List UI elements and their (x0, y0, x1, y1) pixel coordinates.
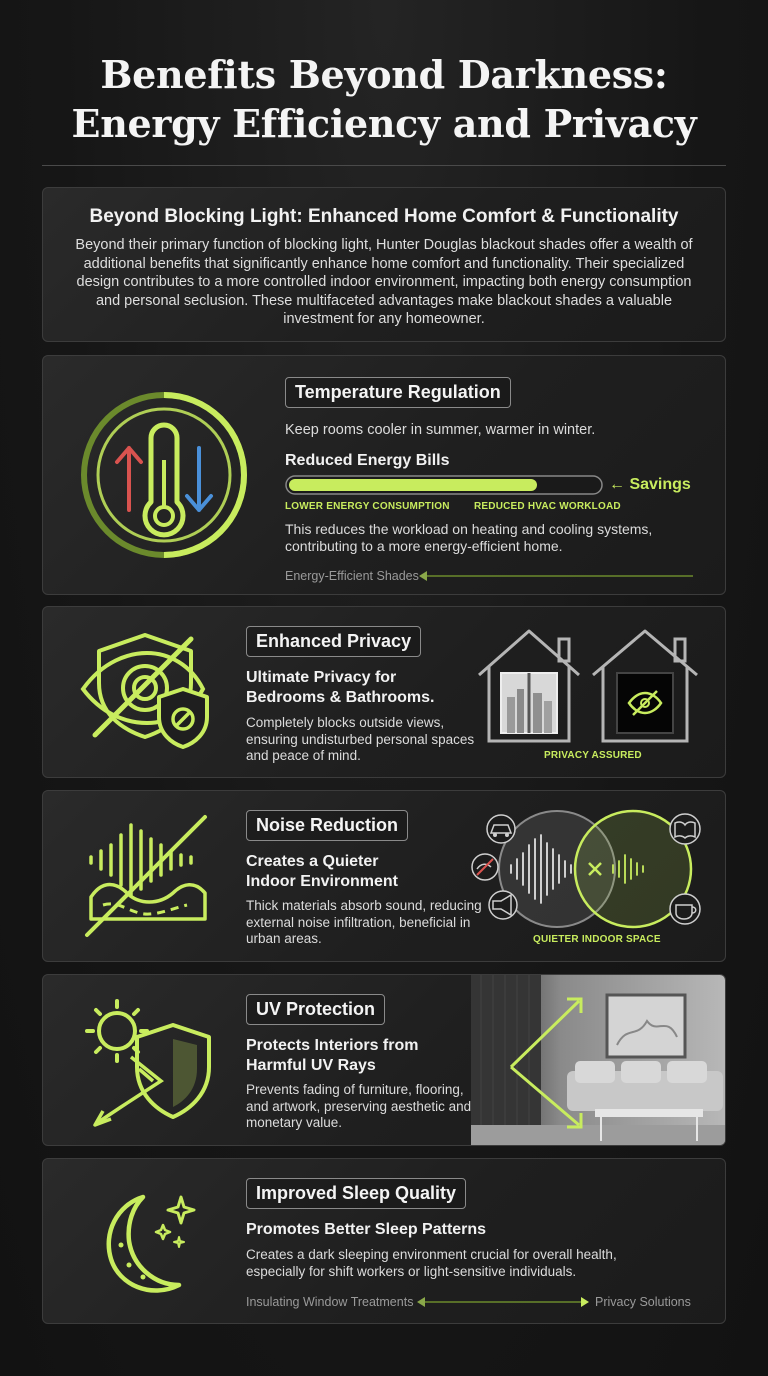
privacy-title: Enhanced Privacy (246, 626, 421, 657)
temperature-tagline: Keep rooms cooler in summer, warmer in winter. (285, 422, 596, 438)
privacy-card (42, 606, 726, 778)
temperature-card (42, 355, 726, 595)
uv-sub-line1: Protects Interiors from (246, 1037, 419, 1054)
title-divider (42, 165, 726, 166)
privacy-body: Completely blocks outside views, ensuring undisturbed personal spaces and peace of mind. (246, 715, 475, 763)
energy-savings-bar (285, 474, 605, 496)
moon-stars-icon (99, 1189, 199, 1299)
footer-arrow-line (417, 570, 695, 582)
intro-body: Beyond their primary function of blocking light, Hunter Douglas blackout shades offer a wealth of additional benefits that significantly enhance home comfort and functionality. Their specialized design contributes to a more controlled indoor environment, impacting both energy consumption and personal seclusion. These multifaceted advantages make blackout shades a valuable investment for any homeowner. (75, 237, 693, 327)
sleep-body: Creates a dark sleeping environment crucial for overall health, especially for shift workers or light-sensitive individuals. (246, 1247, 617, 1279)
intro-heading: Beyond Blocking Light: Enhanced Home Comfort & Functionality (89, 206, 679, 227)
noise-title: Noise Reduction (246, 810, 408, 841)
sleep-sub: Promotes Better Sleep Patterns (246, 1221, 487, 1238)
page-title-line2: Energy Efficiency and Privacy (71, 101, 697, 146)
temperature-footer: Energy-Efficient Shades (285, 569, 419, 583)
footer-double-arrow (415, 1296, 591, 1308)
sleep-title: Improved Sleep Quality (246, 1178, 466, 1209)
thermometer-icon (79, 390, 249, 560)
noise-sub (246, 852, 398, 892)
privacy-sub-line2: Bedrooms & Bathrooms. (246, 689, 435, 706)
house-blackout-illustration (589, 627, 701, 745)
noise-venn-illustration (463, 805, 703, 935)
uv-sub-line2: Harmful UV Rays (246, 1057, 376, 1074)
coffee-cup-icon (670, 894, 700, 924)
muted-bird-icon (472, 854, 498, 880)
house-window-illustration (475, 627, 583, 745)
horn-icon (489, 891, 517, 919)
living-room-photo (471, 975, 726, 1146)
privacy-caption: PRIVACY ASSURED (544, 750, 642, 761)
noise-body: Thick materials absorb sound, reducing external noise infiltration, beneficial in urban areas. (246, 898, 482, 946)
noise-card (42, 790, 726, 962)
uv-title: UV Protection (246, 994, 385, 1025)
car-icon (487, 815, 515, 843)
temperature-title: Temperature Regulation (285, 377, 511, 408)
sleep-footer-right: Privacy Solutions (595, 1295, 691, 1309)
bar-left-label: LOWER ENERGY CONSUMPTION (285, 501, 450, 512)
intro-card (42, 187, 726, 342)
temperature-sub: Reduced Energy Bills (285, 452, 450, 469)
noise-sub-line1: Creates a Quieter (246, 853, 379, 870)
privacy-sub (246, 668, 434, 708)
noise-caption: QUIETER INDOOR SPACE (533, 934, 661, 945)
savings-label: ← Savings (609, 476, 691, 493)
temperature-body: This reduces the workload on heating and cooling systems, contributing to a more energy-efficient home. (285, 521, 653, 554)
uv-sub (246, 1036, 418, 1076)
sun-shield-icon (81, 997, 215, 1125)
uv-body: Prevents fading of furniture, flooring, and artwork, preserving aesthetic and monetary value. (246, 1082, 472, 1130)
page-title-line1: Benefits Beyond Darkness: (100, 52, 668, 97)
privacy-sub-line1: Ultimate Privacy for (246, 669, 397, 686)
page-title (0, 50, 768, 148)
book-icon (670, 814, 700, 844)
uv-card (42, 974, 726, 1146)
eye-slash-shield-icon (79, 631, 219, 756)
sleep-footer-left: Insulating Window Treatments (246, 1295, 414, 1309)
sleep-card (42, 1158, 726, 1324)
bar-right-label: REDUCED HVAC WORKLOAD (474, 501, 621, 512)
soundwave-foam-icon (87, 809, 217, 939)
noise-sub-line2: Indoor Environment (246, 873, 398, 890)
